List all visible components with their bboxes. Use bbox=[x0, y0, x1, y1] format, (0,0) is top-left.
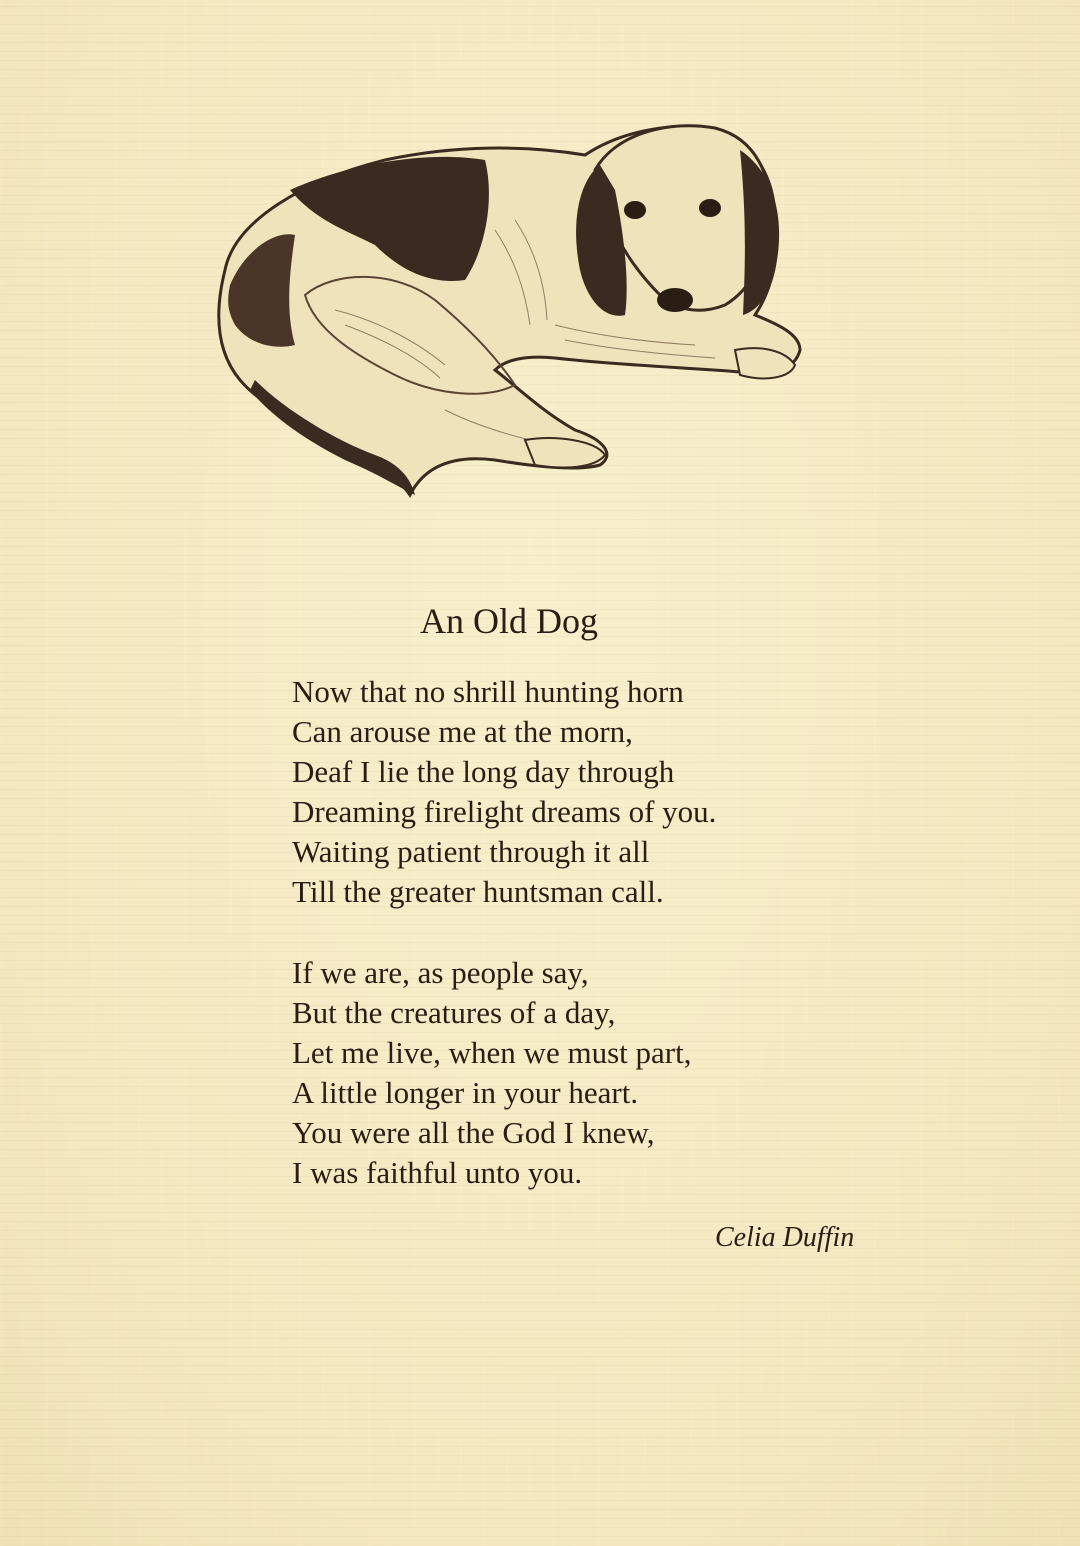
dog-right-eye bbox=[699, 199, 721, 217]
poem-line: Deaf I lie the long day through bbox=[292, 754, 675, 789]
poem-line: Waiting patient through it all bbox=[292, 834, 650, 869]
poem-line: But the creatures of a day, bbox=[292, 995, 616, 1030]
poem-line: If we are, as people say, bbox=[292, 955, 589, 990]
dog-illustration bbox=[195, 110, 815, 510]
poem-line: A little longer in your heart. bbox=[292, 1075, 639, 1110]
poem-line: Let me live, when we must part, bbox=[292, 1035, 692, 1070]
dog-right-ear bbox=[740, 150, 779, 315]
poem-author: Celia Duffin bbox=[715, 1222, 855, 1253]
dog-nose bbox=[657, 288, 693, 312]
poem-title: An Old Dog bbox=[420, 601, 598, 641]
poem-line: I was faithful unto you. bbox=[292, 1155, 583, 1190]
dog-left-eye bbox=[624, 201, 646, 219]
poem-line: You were all the God I knew, bbox=[292, 1115, 655, 1150]
stanza-2 bbox=[292, 953, 691, 1193]
stanza-1 bbox=[292, 672, 716, 912]
poem-line: Till the greater huntsman call. bbox=[292, 874, 664, 909]
poem-line: Can arouse me at the morn, bbox=[292, 714, 633, 749]
poem-line: Now that no shrill hunting horn bbox=[292, 674, 684, 709]
poem-line: Dreaming firelight dreams of you. bbox=[292, 794, 717, 829]
